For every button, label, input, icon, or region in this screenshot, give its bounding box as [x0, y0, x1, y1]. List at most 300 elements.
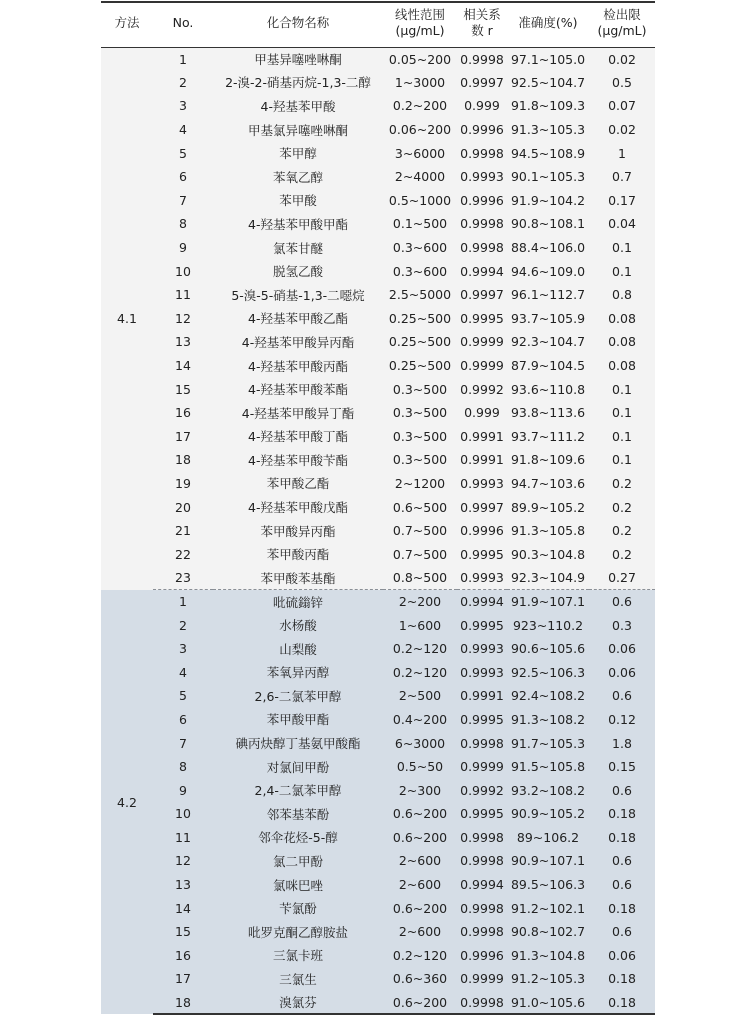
row-number-cell: 12 [153, 849, 213, 873]
lod-cell: 0.06 [589, 660, 655, 684]
accuracy-cell: 91.3~105.3 [507, 118, 589, 142]
compound-name-cell: 三氯生 [213, 967, 383, 991]
correlation-cell: 0.9993 [457, 472, 507, 496]
compound-name-cell: 吡罗克酮乙醇胺盐 [213, 920, 383, 944]
lod-cell: 0.02 [589, 118, 655, 142]
row-number-cell: 23 [153, 566, 213, 590]
header-correlation-line2: 数 r [471, 23, 493, 39]
lod-cell: 0.18 [589, 802, 655, 826]
linear-range-cell: 2~600 [383, 920, 457, 944]
row-number-cell: 7 [153, 189, 213, 213]
row-number-cell: 20 [153, 495, 213, 519]
table-row [101, 236, 655, 260]
correlation-cell: 0.9995 [457, 708, 507, 732]
table-row [101, 849, 655, 873]
correlation-cell: 0.9992 [457, 377, 507, 401]
correlation-cell: 0.9998 [457, 212, 507, 236]
lod-cell: 0.27 [589, 566, 655, 590]
compound-name-cell: 5-溴-5-硝基-1,3-二噁烷 [213, 283, 383, 307]
linear-range-cell: 0.5~50 [383, 755, 457, 779]
accuracy-cell: 96.1~112.7 [507, 283, 589, 307]
correlation-cell: 0.9997 [457, 71, 507, 95]
row-number-cell: 2 [153, 71, 213, 95]
lod-cell: 0.06 [589, 637, 655, 661]
linear-range-cell: 0.3~500 [383, 425, 457, 449]
correlation-cell: 0.9996 [457, 118, 507, 142]
lod-cell: 0.1 [589, 401, 655, 425]
accuracy-cell: 93.2~108.2 [507, 778, 589, 802]
lod-cell: 0.02 [589, 47, 655, 71]
linear-range-cell: 0.3~500 [383, 448, 457, 472]
table-row [101, 519, 655, 543]
lod-cell: 0.8 [589, 283, 655, 307]
validation-table [101, 0, 655, 1015]
table-row [101, 472, 655, 496]
lod-cell: 0.7 [589, 165, 655, 189]
row-number-cell: 13 [153, 330, 213, 354]
compound-name-cell: 氯苯甘醚 [213, 236, 383, 260]
accuracy-cell: 90.3~104.8 [507, 542, 589, 566]
row-number-cell: 5 [153, 684, 213, 708]
linear-range-cell: 0.5~1000 [383, 189, 457, 213]
row-number-cell: 5 [153, 141, 213, 165]
lod-cell: 0.1 [589, 236, 655, 260]
linear-range-cell: 0.2~200 [383, 94, 457, 118]
table-row [101, 944, 655, 968]
correlation-cell: 0.9998 [457, 236, 507, 260]
compound-name-cell: 苯甲酸丙酯 [213, 542, 383, 566]
row-number-cell: 3 [153, 94, 213, 118]
compound-name-cell: 苯氧异丙醇 [213, 660, 383, 684]
row-number-cell: 15 [153, 377, 213, 401]
table-row [101, 873, 655, 897]
lod-cell: 0.07 [589, 94, 655, 118]
lod-cell: 0.17 [589, 189, 655, 213]
table-row [101, 259, 655, 283]
linear-range-cell: 0.2~120 [383, 944, 457, 968]
accuracy-cell: 91.0~105.6 [507, 991, 589, 1015]
correlation-cell: 0.9998 [457, 920, 507, 944]
lod-cell: 0.6 [589, 920, 655, 944]
row-number-cell: 16 [153, 401, 213, 425]
accuracy-cell: 91.9~104.2 [507, 189, 589, 213]
row-number-cell: 4 [153, 118, 213, 142]
compound-name-cell: 碘丙炔醇丁基氨甲酸酯 [213, 731, 383, 755]
linear-range-cell: 0.6~200 [383, 802, 457, 826]
lod-cell: 0.15 [589, 755, 655, 779]
accuracy-cell: 91.9~107.1 [507, 590, 589, 614]
correlation-cell: 0.9991 [457, 448, 507, 472]
table-row [101, 283, 655, 307]
compound-name-cell: 4-羟基苯甲酸丁酯 [213, 425, 383, 449]
row-number-cell: 8 [153, 212, 213, 236]
correlation-cell: 0.999 [457, 401, 507, 425]
header-lod [589, 0, 655, 47]
accuracy-cell: 92.5~104.7 [507, 71, 589, 95]
compound-name-cell: 苯甲酸苯基酯 [213, 566, 383, 590]
linear-range-cell: 0.7~500 [383, 542, 457, 566]
table-row [101, 189, 655, 213]
linear-range-cell: 1~600 [383, 613, 457, 637]
row-number-cell: 8 [153, 755, 213, 779]
accuracy-cell: 94.5~108.9 [507, 141, 589, 165]
header-correlation-line1: 相关系 [463, 7, 501, 23]
compound-name-cell: 苯甲酸 [213, 189, 383, 213]
lod-cell: 0.1 [589, 425, 655, 449]
row-number-cell: 18 [153, 448, 213, 472]
row-number-cell: 14 [153, 354, 213, 378]
correlation-cell: 0.9995 [457, 542, 507, 566]
compound-name-cell: 山梨酸 [213, 637, 383, 661]
header-no: No. [153, 0, 213, 47]
compound-name-cell: 苯甲醇 [213, 141, 383, 165]
compound-name-cell: 苄氯酚 [213, 896, 383, 920]
linear-range-cell: 2~200 [383, 590, 457, 614]
row-number-cell: 22 [153, 542, 213, 566]
compound-name-cell: 4-羟基苯甲酸苄酯 [213, 448, 383, 472]
linear-range-cell: 2~500 [383, 684, 457, 708]
lod-cell: 0.6 [589, 778, 655, 802]
header-compound-name: 化合物名称 [213, 0, 383, 47]
compound-name-cell: 氯二甲酚 [213, 849, 383, 873]
table-row [101, 991, 655, 1015]
table-row [101, 613, 655, 637]
method-cell: 4.1 [101, 47, 153, 590]
table-row [101, 354, 655, 378]
linear-range-cell: 2~1200 [383, 472, 457, 496]
lod-cell: 0.08 [589, 330, 655, 354]
table-row [101, 401, 655, 425]
accuracy-cell: 88.4~106.0 [507, 236, 589, 260]
accuracy-cell: 91.2~105.3 [507, 967, 589, 991]
lod-cell: 0.1 [589, 377, 655, 401]
accuracy-cell: 87.9~104.5 [507, 354, 589, 378]
correlation-cell: 0.9996 [457, 519, 507, 543]
linear-range-cell: 0.3~600 [383, 236, 457, 260]
table-row [101, 778, 655, 802]
table-row [101, 94, 655, 118]
accuracy-cell: 91.3~105.8 [507, 519, 589, 543]
compound-name-cell: 邻苯基苯酚 [213, 802, 383, 826]
table-top-rule [101, 1, 655, 3]
linear-range-cell: 0.06~200 [383, 118, 457, 142]
accuracy-cell: 92.4~108.2 [507, 684, 589, 708]
table-row [101, 165, 655, 189]
row-number-cell: 16 [153, 944, 213, 968]
accuracy-cell: 91.8~109.3 [507, 94, 589, 118]
correlation-cell: 0.9992 [457, 778, 507, 802]
row-number-cell: 10 [153, 802, 213, 826]
lod-cell: 0.6 [589, 590, 655, 614]
lod-cell: 0.18 [589, 991, 655, 1015]
row-number-cell: 2 [153, 613, 213, 637]
table-row [101, 967, 655, 991]
accuracy-cell: 923~110.2 [507, 613, 589, 637]
correlation-cell: 0.9998 [457, 849, 507, 873]
lod-cell: 0.2 [589, 472, 655, 496]
lod-cell: 0.2 [589, 495, 655, 519]
correlation-cell: 0.9993 [457, 660, 507, 684]
lod-cell: 0.18 [589, 967, 655, 991]
accuracy-cell: 91.3~108.2 [507, 708, 589, 732]
lod-cell: 1 [589, 141, 655, 165]
compound-name-cell: 2-溴-2-硝基丙烷-1,3-二醇 [213, 71, 383, 95]
linear-range-cell: 3~6000 [383, 141, 457, 165]
lod-cell: 0.6 [589, 849, 655, 873]
linear-range-cell: 0.6~200 [383, 896, 457, 920]
linear-range-cell: 0.3~600 [383, 259, 457, 283]
table-row [101, 141, 655, 165]
accuracy-cell: 92.3~104.7 [507, 330, 589, 354]
linear-range-cell: 0.25~500 [383, 330, 457, 354]
correlation-cell: 0.9999 [457, 354, 507, 378]
compound-name-cell: 2,4-二氯苯甲醇 [213, 778, 383, 802]
row-number-cell: 10 [153, 259, 213, 283]
header-row [101, 0, 655, 47]
linear-range-cell: 6~3000 [383, 731, 457, 755]
linear-range-cell: 0.1~500 [383, 212, 457, 236]
accuracy-cell: 91.2~102.1 [507, 896, 589, 920]
table-row [101, 425, 655, 449]
lod-cell: 0.6 [589, 684, 655, 708]
row-number-cell: 17 [153, 967, 213, 991]
accuracy-cell: 90.8~102.7 [507, 920, 589, 944]
correlation-cell: 0.9993 [457, 165, 507, 189]
linear-range-cell: 2~600 [383, 849, 457, 873]
header-linear-range-line1: 线性范围 [394, 7, 445, 23]
header-method: 方法 [101, 0, 153, 47]
row-number-cell: 9 [153, 778, 213, 802]
table-row [101, 542, 655, 566]
row-number-cell: 13 [153, 873, 213, 897]
table-row [101, 731, 655, 755]
compound-name-cell: 苯甲酸甲酯 [213, 708, 383, 732]
table-row [101, 448, 655, 472]
lod-cell: 0.12 [589, 708, 655, 732]
accuracy-cell: 91.5~105.8 [507, 755, 589, 779]
lod-cell: 0.5 [589, 71, 655, 95]
lod-cell: 0.18 [589, 896, 655, 920]
correlation-cell: 0.9994 [457, 590, 507, 614]
accuracy-cell: 94.7~103.6 [507, 472, 589, 496]
header-correlation [457, 0, 507, 47]
compound-name-cell: 2,6-二氯苯甲醇 [213, 684, 383, 708]
compound-name-cell: 脱氢乙酸 [213, 259, 383, 283]
accuracy-cell: 90.6~105.6 [507, 637, 589, 661]
compound-name-cell: 4-羟基苯甲酸甲酯 [213, 212, 383, 236]
row-number-cell: 7 [153, 731, 213, 755]
linear-range-cell: 0.25~500 [383, 307, 457, 331]
compound-name-cell: 4-羟基苯甲酸异丁酯 [213, 401, 383, 425]
lod-cell: 0.04 [589, 212, 655, 236]
row-number-cell: 1 [153, 47, 213, 71]
accuracy-cell: 89.9~105.2 [507, 495, 589, 519]
linear-range-cell: 1~3000 [383, 71, 457, 95]
header-linear-range-line2: (μg/mL) [395, 23, 445, 39]
method-cell: 4.2 [101, 590, 153, 1015]
accuracy-cell: 91.8~109.6 [507, 448, 589, 472]
table-row [101, 755, 655, 779]
accuracy-cell: 92.5~106.3 [507, 660, 589, 684]
accuracy-cell: 90.1~105.3 [507, 165, 589, 189]
linear-range-cell: 0.6~500 [383, 495, 457, 519]
compound-name-cell: 吡硫鎓锌 [213, 590, 383, 614]
linear-range-cell: 0.6~200 [383, 991, 457, 1015]
lod-cell: 0.08 [589, 307, 655, 331]
compound-name-cell: 4-羟基苯甲酸戊酯 [213, 495, 383, 519]
correlation-cell: 0.9995 [457, 802, 507, 826]
correlation-cell: 0.9998 [457, 826, 507, 850]
correlation-cell: 0.9999 [457, 755, 507, 779]
table-row [101, 495, 655, 519]
table-row [101, 330, 655, 354]
data-table-container [101, 0, 655, 1015]
compound-name-cell: 邻伞花烃-5-醇 [213, 826, 383, 850]
compound-name-cell: 苯氧乙醇 [213, 165, 383, 189]
accuracy-cell: 93.8~113.6 [507, 401, 589, 425]
row-number-cell: 11 [153, 826, 213, 850]
compound-name-cell: 4-羟基苯甲酸苯酯 [213, 377, 383, 401]
table-row [101, 590, 655, 614]
linear-range-cell: 2~600 [383, 873, 457, 897]
compound-name-cell: 三氯卡班 [213, 944, 383, 968]
table-row [101, 660, 655, 684]
row-number-cell: 4 [153, 660, 213, 684]
table-row [101, 920, 655, 944]
row-number-cell: 18 [153, 991, 213, 1015]
linear-range-cell: 0.3~500 [383, 401, 457, 425]
correlation-cell: 0.9998 [457, 991, 507, 1015]
linear-range-cell: 0.05~200 [383, 47, 457, 71]
header-linear-range [383, 0, 457, 47]
table-row [101, 118, 655, 142]
accuracy-cell: 89~106.2 [507, 826, 589, 850]
linear-range-cell: 2~4000 [383, 165, 457, 189]
row-number-cell: 21 [153, 519, 213, 543]
row-number-cell: 11 [153, 283, 213, 307]
accuracy-cell: 93.7~105.9 [507, 307, 589, 331]
table-row [101, 307, 655, 331]
linear-range-cell: 0.6~200 [383, 826, 457, 850]
table-row [101, 377, 655, 401]
lod-cell: 0.1 [589, 448, 655, 472]
method-group-4-2 [101, 590, 655, 1015]
linear-range-cell: 0.6~360 [383, 967, 457, 991]
linear-range-cell: 2~300 [383, 778, 457, 802]
table-row [101, 708, 655, 732]
header-accuracy: 准确度(%) [507, 0, 589, 47]
correlation-cell: 0.999 [457, 94, 507, 118]
accuracy-cell: 90.8~108.1 [507, 212, 589, 236]
correlation-cell: 0.9999 [457, 967, 507, 991]
table-row [101, 212, 655, 236]
compound-name-cell: 溴氯芬 [213, 991, 383, 1015]
correlation-cell: 0.9996 [457, 189, 507, 213]
lod-cell: 0.08 [589, 354, 655, 378]
compound-name-cell: 甲基异噻唑啉酮 [213, 47, 383, 71]
accuracy-cell: 91.3~104.8 [507, 944, 589, 968]
compound-name-cell: 苯甲酸异丙酯 [213, 519, 383, 543]
accuracy-cell: 90.9~105.2 [507, 802, 589, 826]
row-number-cell: 9 [153, 236, 213, 260]
correlation-cell: 0.9993 [457, 566, 507, 590]
linear-range-cell: 2.5~5000 [383, 283, 457, 307]
row-number-cell: 15 [153, 920, 213, 944]
correlation-cell: 0.9997 [457, 495, 507, 519]
lod-cell: 0.18 [589, 826, 655, 850]
lod-cell: 1.8 [589, 731, 655, 755]
correlation-cell: 0.9991 [457, 684, 507, 708]
row-number-cell: 1 [153, 590, 213, 614]
table-row [101, 802, 655, 826]
table-row [101, 896, 655, 920]
table-row [101, 637, 655, 661]
linear-range-cell: 0.7~500 [383, 519, 457, 543]
linear-range-cell: 0.8~500 [383, 566, 457, 590]
table-row [101, 71, 655, 95]
compound-name-cell: 4-羟基苯甲酸丙酯 [213, 354, 383, 378]
table-row [101, 566, 655, 590]
method-group-4-1 [101, 47, 655, 590]
row-number-cell: 12 [153, 307, 213, 331]
compound-name-cell: 4-羟基苯甲酸 [213, 94, 383, 118]
compound-name-cell: 4-羟基苯甲酸异丙酯 [213, 330, 383, 354]
row-number-cell: 6 [153, 165, 213, 189]
correlation-cell: 0.9998 [457, 731, 507, 755]
correlation-cell: 0.9996 [457, 944, 507, 968]
correlation-cell: 0.9997 [457, 283, 507, 307]
correlation-cell: 0.9991 [457, 425, 507, 449]
accuracy-cell: 93.6~110.8 [507, 377, 589, 401]
linear-range-cell: 0.3~500 [383, 377, 457, 401]
linear-range-cell: 0.2~120 [383, 660, 457, 684]
row-number-cell: 14 [153, 896, 213, 920]
row-number-cell: 19 [153, 472, 213, 496]
linear-range-cell: 0.25~500 [383, 354, 457, 378]
linear-range-cell: 0.4~200 [383, 708, 457, 732]
linear-range-cell: 0.2~120 [383, 637, 457, 661]
compound-name-cell: 对氯间甲酚 [213, 755, 383, 779]
table-row [101, 684, 655, 708]
correlation-cell: 0.9993 [457, 637, 507, 661]
lod-cell: 0.3 [589, 613, 655, 637]
compound-name-cell: 苯甲酸乙酯 [213, 472, 383, 496]
correlation-cell: 0.9998 [457, 141, 507, 165]
accuracy-cell: 97.1~105.0 [507, 47, 589, 71]
accuracy-cell: 91.7~105.3 [507, 731, 589, 755]
compound-name-cell: 氯咪巴唑 [213, 873, 383, 897]
accuracy-cell: 94.6~109.0 [507, 259, 589, 283]
row-number-cell: 3 [153, 637, 213, 661]
correlation-cell: 0.9995 [457, 307, 507, 331]
correlation-cell: 0.9998 [457, 896, 507, 920]
correlation-cell: 0.9995 [457, 613, 507, 637]
table-row [101, 47, 655, 71]
compound-name-cell: 4-羟基苯甲酸乙酯 [213, 307, 383, 331]
header-lod-line1: 检出限 [603, 7, 641, 23]
lod-cell: 0.6 [589, 873, 655, 897]
row-number-cell: 17 [153, 425, 213, 449]
table-header [101, 0, 655, 47]
row-number-cell: 6 [153, 708, 213, 732]
correlation-cell: 0.9994 [457, 873, 507, 897]
accuracy-cell: 90.9~107.1 [507, 849, 589, 873]
compound-name-cell: 甲基氯异噻唑啉酮 [213, 118, 383, 142]
lod-cell: 0.2 [589, 519, 655, 543]
correlation-cell: 0.9999 [457, 330, 507, 354]
table-row [101, 826, 655, 850]
lod-cell: 0.1 [589, 259, 655, 283]
